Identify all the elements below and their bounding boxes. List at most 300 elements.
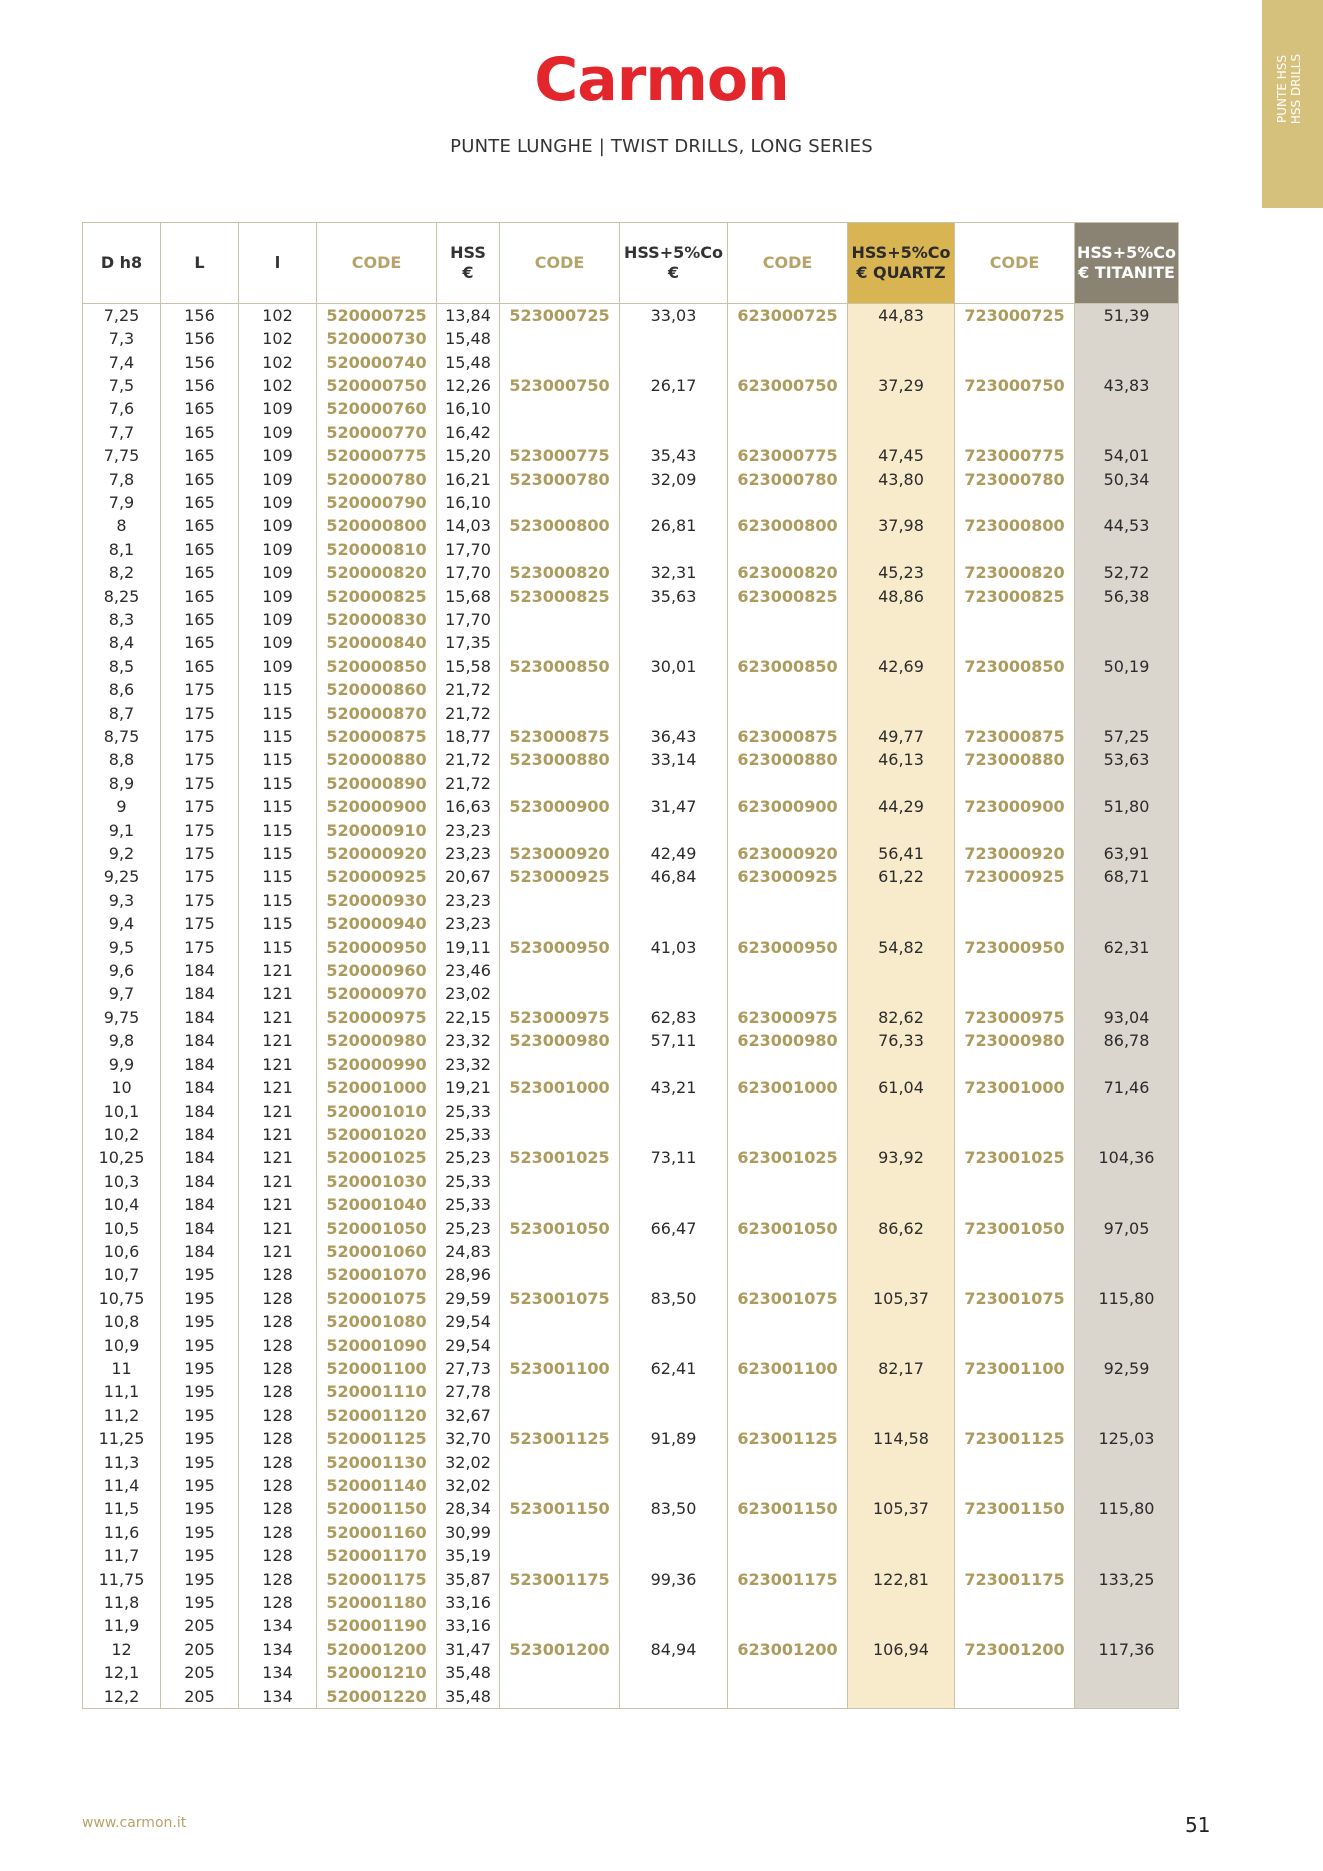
cell-code-cobalt: 523000780 (500, 468, 620, 491)
table-row (83, 1404, 1179, 1427)
cell-code-quartz (728, 327, 848, 350)
cell-total-length: 165 (161, 421, 239, 444)
cell-titanite-price: 133,25 (1075, 1568, 1179, 1591)
cell-quartz-price: 37,29 (848, 374, 955, 397)
cell-quartz-price (848, 1193, 955, 1216)
cell-titanite-price: 50,34 (1075, 468, 1179, 491)
page-subtitle: PUNTE LUNGHE | TWIST DRILLS, LONG SERIES (450, 136, 873, 157)
cell-code-quartz (728, 398, 848, 421)
cell-diameter: 8,6 (83, 679, 161, 702)
cell-code-cobalt: 523001025 (500, 1147, 620, 1170)
cell-code-quartz (728, 772, 848, 795)
cell-total-length: 184 (161, 1030, 239, 1053)
cell-cobalt-price: 33,14 (620, 749, 728, 772)
cell-code-cobalt (500, 538, 620, 561)
cell-hss-price: 28,96 (437, 1264, 500, 1287)
cell-quartz-price (848, 889, 955, 912)
cell-total-length: 195 (161, 1264, 239, 1287)
cell-cobalt-price: 62,41 (620, 1357, 728, 1380)
cell-total-length: 184 (161, 1240, 239, 1263)
cell-code-quartz (728, 1591, 848, 1614)
cell-code-titanite (955, 1615, 1075, 1638)
cell-hss-price: 18,77 (437, 725, 500, 748)
cell-quartz-price: 106,94 (848, 1638, 955, 1661)
cell-hss-price: 23,32 (437, 1030, 500, 1053)
cell-code-hss: 520000990 (317, 1053, 437, 1076)
cell-code-titanite (955, 632, 1075, 655)
cell-code-cobalt (500, 1685, 620, 1709)
brand-logo: Carmon (534, 45, 789, 115)
cell-code-titanite: 723000875 (955, 725, 1075, 748)
header-code-quartz: CODE (728, 223, 848, 304)
cell-cobalt-price: 83,50 (620, 1287, 728, 1310)
cell-code-titanite (955, 1123, 1075, 1146)
cell-code-hss: 520000810 (317, 538, 437, 561)
cell-hss-price: 15,48 (437, 327, 500, 350)
cell-flute-length: 128 (239, 1545, 317, 1568)
cell-code-hss: 520000840 (317, 632, 437, 655)
cell-quartz-price: 105,37 (848, 1287, 955, 1310)
cell-code-titanite: 723000920 (955, 842, 1075, 865)
cell-diameter: 10,75 (83, 1287, 161, 1310)
header-quartz-price: HSS+5%Co € QUARTZ (848, 223, 955, 304)
table-row (83, 585, 1179, 608)
table-row (83, 1357, 1179, 1380)
cell-titanite-price: 51,39 (1075, 304, 1179, 328)
cell-code-cobalt (500, 1053, 620, 1076)
cell-quartz-price (848, 1123, 955, 1146)
table-row (83, 772, 1179, 795)
cell-total-length: 165 (161, 655, 239, 678)
cell-diameter: 7,4 (83, 351, 161, 374)
cell-code-cobalt: 523000880 (500, 749, 620, 772)
cell-titanite-price (1075, 889, 1179, 912)
cell-code-quartz: 623000900 (728, 796, 848, 819)
cell-code-quartz (728, 913, 848, 936)
cell-code-cobalt (500, 1123, 620, 1146)
cell-flute-length: 109 (239, 632, 317, 655)
cell-code-cobalt: 523000980 (500, 1030, 620, 1053)
header-flute-length: l (239, 223, 317, 304)
cell-code-titanite: 723001100 (955, 1357, 1075, 1380)
cell-flute-length: 109 (239, 655, 317, 678)
cell-code-titanite (955, 819, 1075, 842)
cell-flute-length: 115 (239, 772, 317, 795)
cell-code-titanite (955, 1404, 1075, 1427)
cell-code-hss: 520000790 (317, 491, 437, 514)
header-code-titanite: CODE (955, 223, 1075, 304)
cell-flute-length: 109 (239, 398, 317, 421)
cell-code-quartz: 623000780 (728, 468, 848, 491)
cell-flute-length: 115 (239, 936, 317, 959)
cell-flute-length: 115 (239, 679, 317, 702)
cell-quartz-price: 44,83 (848, 304, 955, 328)
cell-flute-length: 109 (239, 444, 317, 467)
cell-code-titanite: 723001200 (955, 1638, 1075, 1661)
cell-code-quartz: 623000925 (728, 866, 848, 889)
cell-code-hss: 520000725 (317, 304, 437, 328)
cell-flute-length: 121 (239, 1147, 317, 1170)
cell-cobalt-price (620, 351, 728, 374)
cell-code-titanite (955, 1685, 1075, 1709)
cell-code-cobalt: 523001175 (500, 1568, 620, 1591)
cell-flute-length: 128 (239, 1404, 317, 1427)
cell-flute-length: 128 (239, 1428, 317, 1451)
footer-website[interactable]: www.carmon.it (82, 1815, 187, 1831)
table-row (83, 1521, 1179, 1544)
cell-hss-price: 32,02 (437, 1474, 500, 1497)
cell-diameter: 9,4 (83, 913, 161, 936)
cell-titanite-price: 71,46 (1075, 1076, 1179, 1099)
cell-quartz-price: 82,17 (848, 1357, 955, 1380)
table-row (83, 1030, 1179, 1053)
cell-total-length: 195 (161, 1498, 239, 1521)
table-row (83, 889, 1179, 912)
cell-cobalt-price: 26,17 (620, 374, 728, 397)
cell-cobalt-price (620, 1521, 728, 1544)
cell-hss-price: 23,23 (437, 842, 500, 865)
table-row (83, 351, 1179, 374)
cell-code-hss: 520000960 (317, 959, 437, 982)
cell-flute-length: 121 (239, 1006, 317, 1029)
cell-flute-length: 115 (239, 819, 317, 842)
cell-hss-price: 16,42 (437, 421, 500, 444)
cell-hss-price: 16,21 (437, 468, 500, 491)
cell-hss-price: 16,10 (437, 398, 500, 421)
cell-titanite-price (1075, 772, 1179, 795)
cell-hss-price: 15,20 (437, 444, 500, 467)
table-row (83, 1685, 1179, 1709)
cell-total-length: 195 (161, 1287, 239, 1310)
cell-flute-length: 128 (239, 1474, 317, 1497)
cell-code-hss: 520001100 (317, 1357, 437, 1380)
cell-code-cobalt (500, 702, 620, 725)
cell-quartz-price (848, 1662, 955, 1685)
cell-hss-price: 32,02 (437, 1451, 500, 1474)
cell-flute-length: 121 (239, 1030, 317, 1053)
cell-code-hss: 520000875 (317, 725, 437, 748)
cell-cobalt-price (620, 913, 728, 936)
cell-cobalt-price (620, 491, 728, 514)
cell-code-cobalt: 523000875 (500, 725, 620, 748)
cell-flute-length: 128 (239, 1264, 317, 1287)
cell-titanite-price: 86,78 (1075, 1030, 1179, 1053)
cell-code-quartz: 623000725 (728, 304, 848, 328)
cell-total-length: 175 (161, 702, 239, 725)
cell-quartz-price (848, 1685, 955, 1709)
cell-flute-length: 121 (239, 1053, 317, 1076)
cell-diameter: 7,25 (83, 304, 161, 328)
cell-diameter: 12,2 (83, 1685, 161, 1709)
table-row (83, 1545, 1179, 1568)
cell-diameter: 8,75 (83, 725, 161, 748)
cell-quartz-price: 47,45 (848, 444, 955, 467)
table-row (83, 1498, 1179, 1521)
cell-code-titanite (955, 1545, 1075, 1568)
cell-code-titanite: 723000925 (955, 866, 1075, 889)
cell-hss-price: 33,16 (437, 1591, 500, 1614)
cell-code-quartz: 623000950 (728, 936, 848, 959)
cell-cobalt-price (620, 1591, 728, 1614)
cell-code-titanite (955, 327, 1075, 350)
section-side-tab-label (1275, 34, 1303, 144)
cell-quartz-price (848, 1240, 955, 1263)
cell-flute-length: 134 (239, 1638, 317, 1661)
cell-hss-price: 19,21 (437, 1076, 500, 1099)
table-row (83, 1568, 1179, 1591)
cell-code-cobalt (500, 1170, 620, 1193)
cell-code-cobalt: 523000975 (500, 1006, 620, 1029)
cell-quartz-price: 37,98 (848, 515, 955, 538)
cell-code-hss: 520000910 (317, 819, 437, 842)
cell-diameter: 8 (83, 515, 161, 538)
cell-code-quartz: 623001150 (728, 1498, 848, 1521)
cell-code-hss: 520001130 (317, 1451, 437, 1474)
table-row (83, 1170, 1179, 1193)
cell-quartz-price (848, 538, 955, 561)
cell-flute-length: 109 (239, 491, 317, 514)
cell-hss-price: 32,70 (437, 1428, 500, 1451)
cell-flute-length: 134 (239, 1685, 317, 1709)
header-hss-price: HSS € (437, 223, 500, 304)
cell-code-hss: 520000970 (317, 983, 437, 1006)
table-row (83, 936, 1179, 959)
cell-quartz-price (848, 632, 955, 655)
cell-titanite-price: 57,25 (1075, 725, 1179, 748)
cell-code-titanite: 723001025 (955, 1147, 1075, 1170)
cell-code-quartz (728, 1264, 848, 1287)
cell-code-quartz (728, 983, 848, 1006)
cell-flute-length: 109 (239, 585, 317, 608)
cell-diameter: 7,3 (83, 327, 161, 350)
cell-titanite-price: 125,03 (1075, 1428, 1179, 1451)
cell-flute-length: 102 (239, 327, 317, 350)
cell-flute-length: 121 (239, 959, 317, 982)
cell-code-titanite (955, 1521, 1075, 1544)
cell-code-cobalt: 523000920 (500, 842, 620, 865)
cell-titanite-price (1075, 1310, 1179, 1333)
cell-code-titanite (955, 1451, 1075, 1474)
cell-code-cobalt: 523000825 (500, 585, 620, 608)
cell-diameter: 10,2 (83, 1123, 161, 1146)
cell-total-length: 175 (161, 866, 239, 889)
cell-flute-length: 128 (239, 1521, 317, 1544)
cell-titanite-price (1075, 608, 1179, 631)
cell-titanite-price: 117,36 (1075, 1638, 1179, 1661)
cell-code-titanite: 723000825 (955, 585, 1075, 608)
cell-titanite-price (1075, 1334, 1179, 1357)
cell-total-length: 165 (161, 585, 239, 608)
cell-flute-length: 115 (239, 889, 317, 912)
cell-code-quartz (728, 1474, 848, 1497)
cell-quartz-price: 105,37 (848, 1498, 955, 1521)
cell-code-quartz: 623001050 (728, 1217, 848, 1240)
cell-code-hss: 520001210 (317, 1662, 437, 1685)
table-row (83, 725, 1179, 748)
cell-hss-price: 22,15 (437, 1006, 500, 1029)
cell-flute-length: 121 (239, 1100, 317, 1123)
header-code-hss: CODE (317, 223, 437, 304)
cell-code-quartz: 623001200 (728, 1638, 848, 1661)
cell-code-cobalt: 523000820 (500, 561, 620, 584)
cell-code-titanite: 723001050 (955, 1217, 1075, 1240)
cell-diameter: 10,7 (83, 1264, 161, 1287)
cell-flute-length: 115 (239, 913, 317, 936)
cell-hss-price: 16,10 (437, 491, 500, 514)
cell-quartz-price: 42,69 (848, 655, 955, 678)
cell-code-quartz (728, 679, 848, 702)
side-tab-line-1: PUNTE HSS (1275, 55, 1289, 123)
cell-code-cobalt (500, 1451, 620, 1474)
cell-diameter: 9 (83, 796, 161, 819)
cell-quartz-price: 93,92 (848, 1147, 955, 1170)
cell-quartz-price (848, 1310, 955, 1333)
cell-code-hss: 520001125 (317, 1428, 437, 1451)
cell-code-quartz: 623000800 (728, 515, 848, 538)
table-row (83, 796, 1179, 819)
cell-code-hss: 520000870 (317, 702, 437, 725)
cell-cobalt-price (620, 702, 728, 725)
cell-code-hss: 520000890 (317, 772, 437, 795)
table-row (83, 1428, 1179, 1451)
cell-quartz-price: 43,80 (848, 468, 955, 491)
table-row (83, 1240, 1179, 1263)
cell-cobalt-price: 43,21 (620, 1076, 728, 1099)
cell-code-cobalt (500, 1404, 620, 1427)
cell-code-quartz (728, 1381, 848, 1404)
cell-diameter: 11,9 (83, 1615, 161, 1638)
cell-hss-price: 16,63 (437, 796, 500, 819)
cell-flute-length: 121 (239, 983, 317, 1006)
header-diameter: D h8 (83, 223, 161, 304)
cell-total-length: 195 (161, 1545, 239, 1568)
cell-quartz-price (848, 491, 955, 514)
cell-titanite-price (1075, 702, 1179, 725)
cell-diameter: 8,9 (83, 772, 161, 795)
cell-hss-price: 14,03 (437, 515, 500, 538)
cell-hss-price: 23,02 (437, 983, 500, 1006)
cell-code-quartz (728, 1685, 848, 1709)
cell-quartz-price (848, 421, 955, 444)
cell-code-cobalt (500, 772, 620, 795)
cell-total-length: 184 (161, 1053, 239, 1076)
cell-flute-length: 115 (239, 866, 317, 889)
cell-titanite-price (1075, 1053, 1179, 1076)
cell-diameter: 11,2 (83, 1404, 161, 1427)
cell-cobalt-price: 31,47 (620, 796, 728, 819)
cell-code-cobalt: 523000775 (500, 444, 620, 467)
table-row (83, 1123, 1179, 1146)
cell-diameter: 7,5 (83, 374, 161, 397)
cell-quartz-price: 86,62 (848, 1217, 955, 1240)
cell-cobalt-price (620, 1123, 728, 1146)
cell-code-cobalt (500, 1474, 620, 1497)
cell-code-titanite (955, 421, 1075, 444)
cell-diameter: 11,7 (83, 1545, 161, 1568)
table-row (83, 444, 1179, 467)
cell-code-hss: 520001075 (317, 1287, 437, 1310)
cell-hss-price: 15,48 (437, 351, 500, 374)
cell-diameter: 12 (83, 1638, 161, 1661)
cell-code-cobalt (500, 1240, 620, 1263)
cell-code-titanite (955, 1053, 1075, 1076)
cell-cobalt-price (620, 983, 728, 1006)
cell-code-cobalt (500, 913, 620, 936)
cell-titanite-price (1075, 632, 1179, 655)
cell-hss-price: 17,35 (437, 632, 500, 655)
cell-titanite-price: 53,63 (1075, 749, 1179, 772)
cell-diameter: 11,75 (83, 1568, 161, 1591)
cell-code-quartz: 623001075 (728, 1287, 848, 1310)
cell-hss-price: 31,47 (437, 1638, 500, 1661)
cell-flute-length: 128 (239, 1310, 317, 1333)
cell-quartz-price (848, 608, 955, 631)
cell-hss-price: 23,23 (437, 913, 500, 936)
cell-flute-length: 128 (239, 1568, 317, 1591)
cell-hss-price: 25,23 (437, 1217, 500, 1240)
cell-titanite-price: 92,59 (1075, 1357, 1179, 1380)
cell-cobalt-price: 35,63 (620, 585, 728, 608)
cell-titanite-price (1075, 1662, 1179, 1685)
cell-cobalt-price: 57,11 (620, 1030, 728, 1053)
cell-code-titanite (955, 1334, 1075, 1357)
table-row (83, 1100, 1179, 1123)
cell-flute-length: 128 (239, 1498, 317, 1521)
cell-flute-length: 102 (239, 304, 317, 328)
cell-quartz-price (848, 327, 955, 350)
cell-total-length: 175 (161, 796, 239, 819)
cell-hss-price: 15,68 (437, 585, 500, 608)
cell-code-hss: 520001010 (317, 1100, 437, 1123)
cell-flute-length: 102 (239, 351, 317, 374)
cell-diameter: 8,8 (83, 749, 161, 772)
cell-code-cobalt (500, 1662, 620, 1685)
cell-code-quartz (728, 491, 848, 514)
cell-quartz-price (848, 1100, 955, 1123)
cell-code-cobalt: 523000850 (500, 655, 620, 678)
cell-quartz-price (848, 1474, 955, 1497)
table-row (83, 959, 1179, 982)
cell-quartz-price (848, 1591, 955, 1614)
cell-cobalt-price: 46,84 (620, 866, 728, 889)
cell-titanite-price (1075, 1193, 1179, 1216)
cell-code-hss: 520000980 (317, 1030, 437, 1053)
cell-code-titanite (955, 702, 1075, 725)
cell-total-length: 184 (161, 1217, 239, 1240)
cell-quartz-price: 45,23 (848, 561, 955, 584)
cell-hss-price: 27,73 (437, 1357, 500, 1380)
cell-code-titanite (955, 538, 1075, 561)
table-row (83, 1334, 1179, 1357)
cell-cobalt-price: 84,94 (620, 1638, 728, 1661)
cell-total-length: 156 (161, 351, 239, 374)
cell-cobalt-price (620, 1404, 728, 1427)
table-row (83, 866, 1179, 889)
table-row (83, 842, 1179, 865)
cell-hss-price: 32,67 (437, 1404, 500, 1427)
cell-code-hss: 520001040 (317, 1193, 437, 1216)
cell-code-hss: 520000770 (317, 421, 437, 444)
table-row (83, 421, 1179, 444)
cell-cobalt-price (620, 1193, 728, 1216)
cell-diameter: 8,3 (83, 608, 161, 631)
cell-diameter: 9,8 (83, 1030, 161, 1053)
cell-cobalt-price: 99,36 (620, 1568, 728, 1591)
cell-code-titanite (955, 679, 1075, 702)
cell-flute-length: 121 (239, 1123, 317, 1146)
cell-diameter: 11,6 (83, 1521, 161, 1544)
cell-quartz-price: 76,33 (848, 1030, 955, 1053)
